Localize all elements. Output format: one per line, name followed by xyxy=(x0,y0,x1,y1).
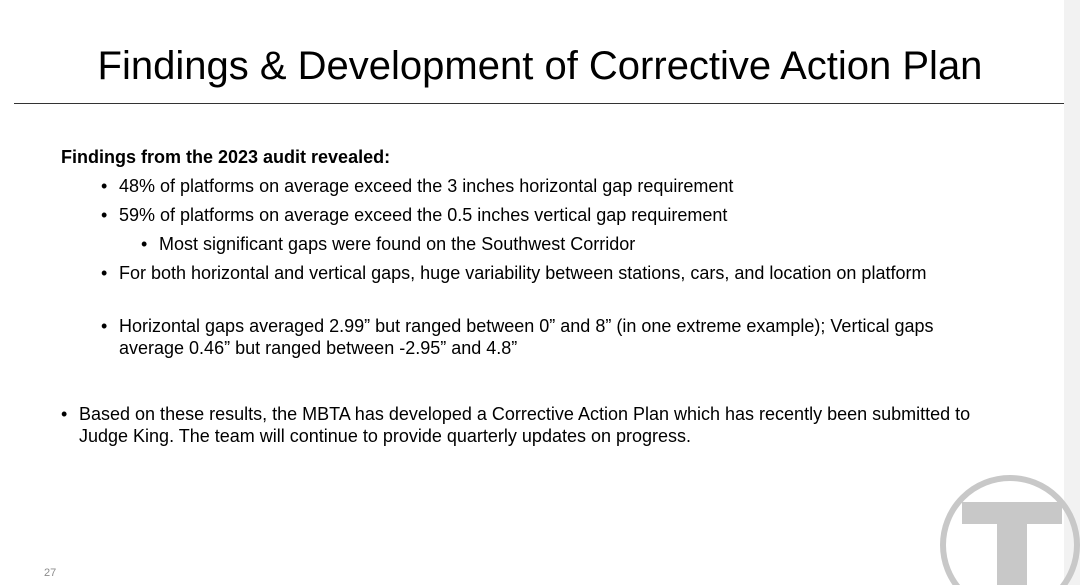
conclusion-text: Based on these results, the MBTA has developed a Corrective Action Plan which has recently been submitted to Judge King. The team will continue to provide quarterly updates on progress. xyxy=(79,404,971,446)
finding-subitem xyxy=(141,233,1019,255)
finding-item xyxy=(101,262,1024,284)
bullet-marker: • xyxy=(101,205,108,225)
finding-item xyxy=(101,315,999,359)
finding-text: Horizontal gaps averaged 2.99” but ranged between 0” and 8” (in one extreme example); Vertical gaps average 0.46” but ranged between -2.95” and 4.8” xyxy=(119,316,934,358)
bullet-marker: • xyxy=(101,176,108,196)
finding-text: For both horizontal and vertical gaps, huge variability between stations, cars, and location on platform xyxy=(119,263,927,283)
page-number: 27 xyxy=(44,567,57,579)
finding-item xyxy=(101,175,1019,197)
finding-item xyxy=(101,204,1019,226)
bullet-marker: • xyxy=(101,263,108,283)
finding-text: Most significant gaps were found on the Southwest Corridor xyxy=(159,234,636,254)
bullet-marker: • xyxy=(101,316,108,336)
slide-title: Findings & Development of Corrective Action Plan xyxy=(97,44,983,88)
bullet-marker: • xyxy=(61,404,68,424)
title-divider xyxy=(14,103,1064,104)
finding-text: 59% of platforms on average exceed the 0.5 inches vertical gap requirement xyxy=(119,205,728,225)
logo-t-stem xyxy=(997,502,1027,585)
mbta-t-logo-icon xyxy=(935,460,1080,585)
bullet-marker: • xyxy=(141,234,148,254)
finding-text: 48% of platforms on average exceed the 3 inches horizontal gap requirement xyxy=(119,176,734,196)
conclusion-item xyxy=(61,403,1024,447)
findings-heading: Findings from the 2023 audit revealed: xyxy=(61,147,391,167)
